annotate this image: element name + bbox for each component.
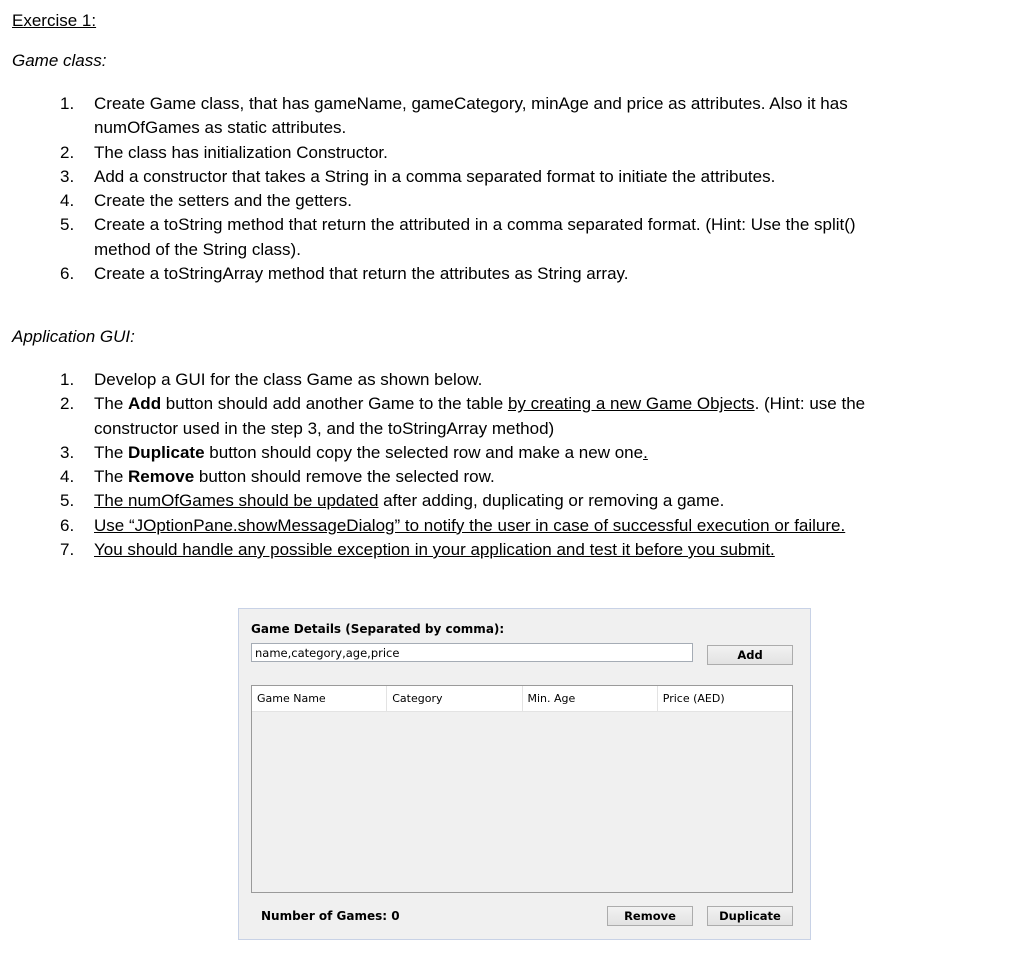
list-item: 3. Add a constructor that takes a String in a comma separated format to initiate the attributes.	[60, 166, 776, 186]
list-item: 2. The class has initialization Constructor.	[60, 142, 388, 162]
games-table[interactable]	[251, 685, 793, 893]
application-gui-heading: Application GUI:	[12, 327, 135, 346]
list-item: 5. The numOfGames should be updated after adding, duplicating or removing a game.	[60, 491, 725, 511]
column-min-age[interactable]: Min. Age	[523, 686, 658, 712]
list-item: 1. Develop a GUI for the class Game as shown below.	[60, 370, 483, 389]
column-game-name[interactable]: Game Name	[252, 686, 387, 712]
list-item: 6. Use “JOptionPane.showMessageDialog” to notify the user in case of successful execution or failure.	[60, 515, 846, 535]
game-details-label: Game Details (Separated by comma):	[251, 622, 505, 636]
add-button[interactable]: Add	[707, 645, 793, 665]
list-item: 5. Create a toString method that return the attributed in a comma separated format. (Hint: Use the split() method of the String class).	[60, 215, 856, 259]
column-category[interactable]: Category	[387, 686, 522, 712]
list-item: 4. Create the setters and the getters.	[60, 191, 352, 211]
application-gui-list	[12, 368, 876, 562]
list-item: 6. Create a toStringArray method that return the attributes as String array.	[60, 264, 629, 284]
game-class-list	[12, 92, 876, 286]
list-item: 4. The Remove button should remove the selected row.	[60, 467, 495, 487]
table-header	[252, 686, 792, 712]
game-gui-window	[238, 608, 811, 940]
remove-button[interactable]: Remove	[607, 906, 693, 926]
game-class-heading: Game class:	[12, 51, 107, 70]
duplicate-button[interactable]: Duplicate	[707, 906, 793, 926]
list-item: 3. The Duplicate button should copy the selected row and make a new one.	[60, 442, 648, 462]
list-item: 1. Create Game class, that has gameName, gameCategory, minAge and price as attributes. Also it has numOfGames as static attributes.	[60, 94, 848, 138]
list-item: 2. The Add button should add another Game to the table by creating a new Game Objects. (Hint: use the constructor used in the step 3, and the toStringArray method)	[60, 394, 866, 438]
game-details-input[interactable]	[251, 643, 693, 662]
exercise-title: Exercise 1:	[12, 11, 97, 30]
number-of-games-label: Number of Games: 0	[261, 909, 400, 923]
list-item: 7. You should handle any possible exception in your application and test it before you submit.	[60, 540, 775, 560]
column-price[interactable]: Price (AED)	[658, 686, 792, 712]
